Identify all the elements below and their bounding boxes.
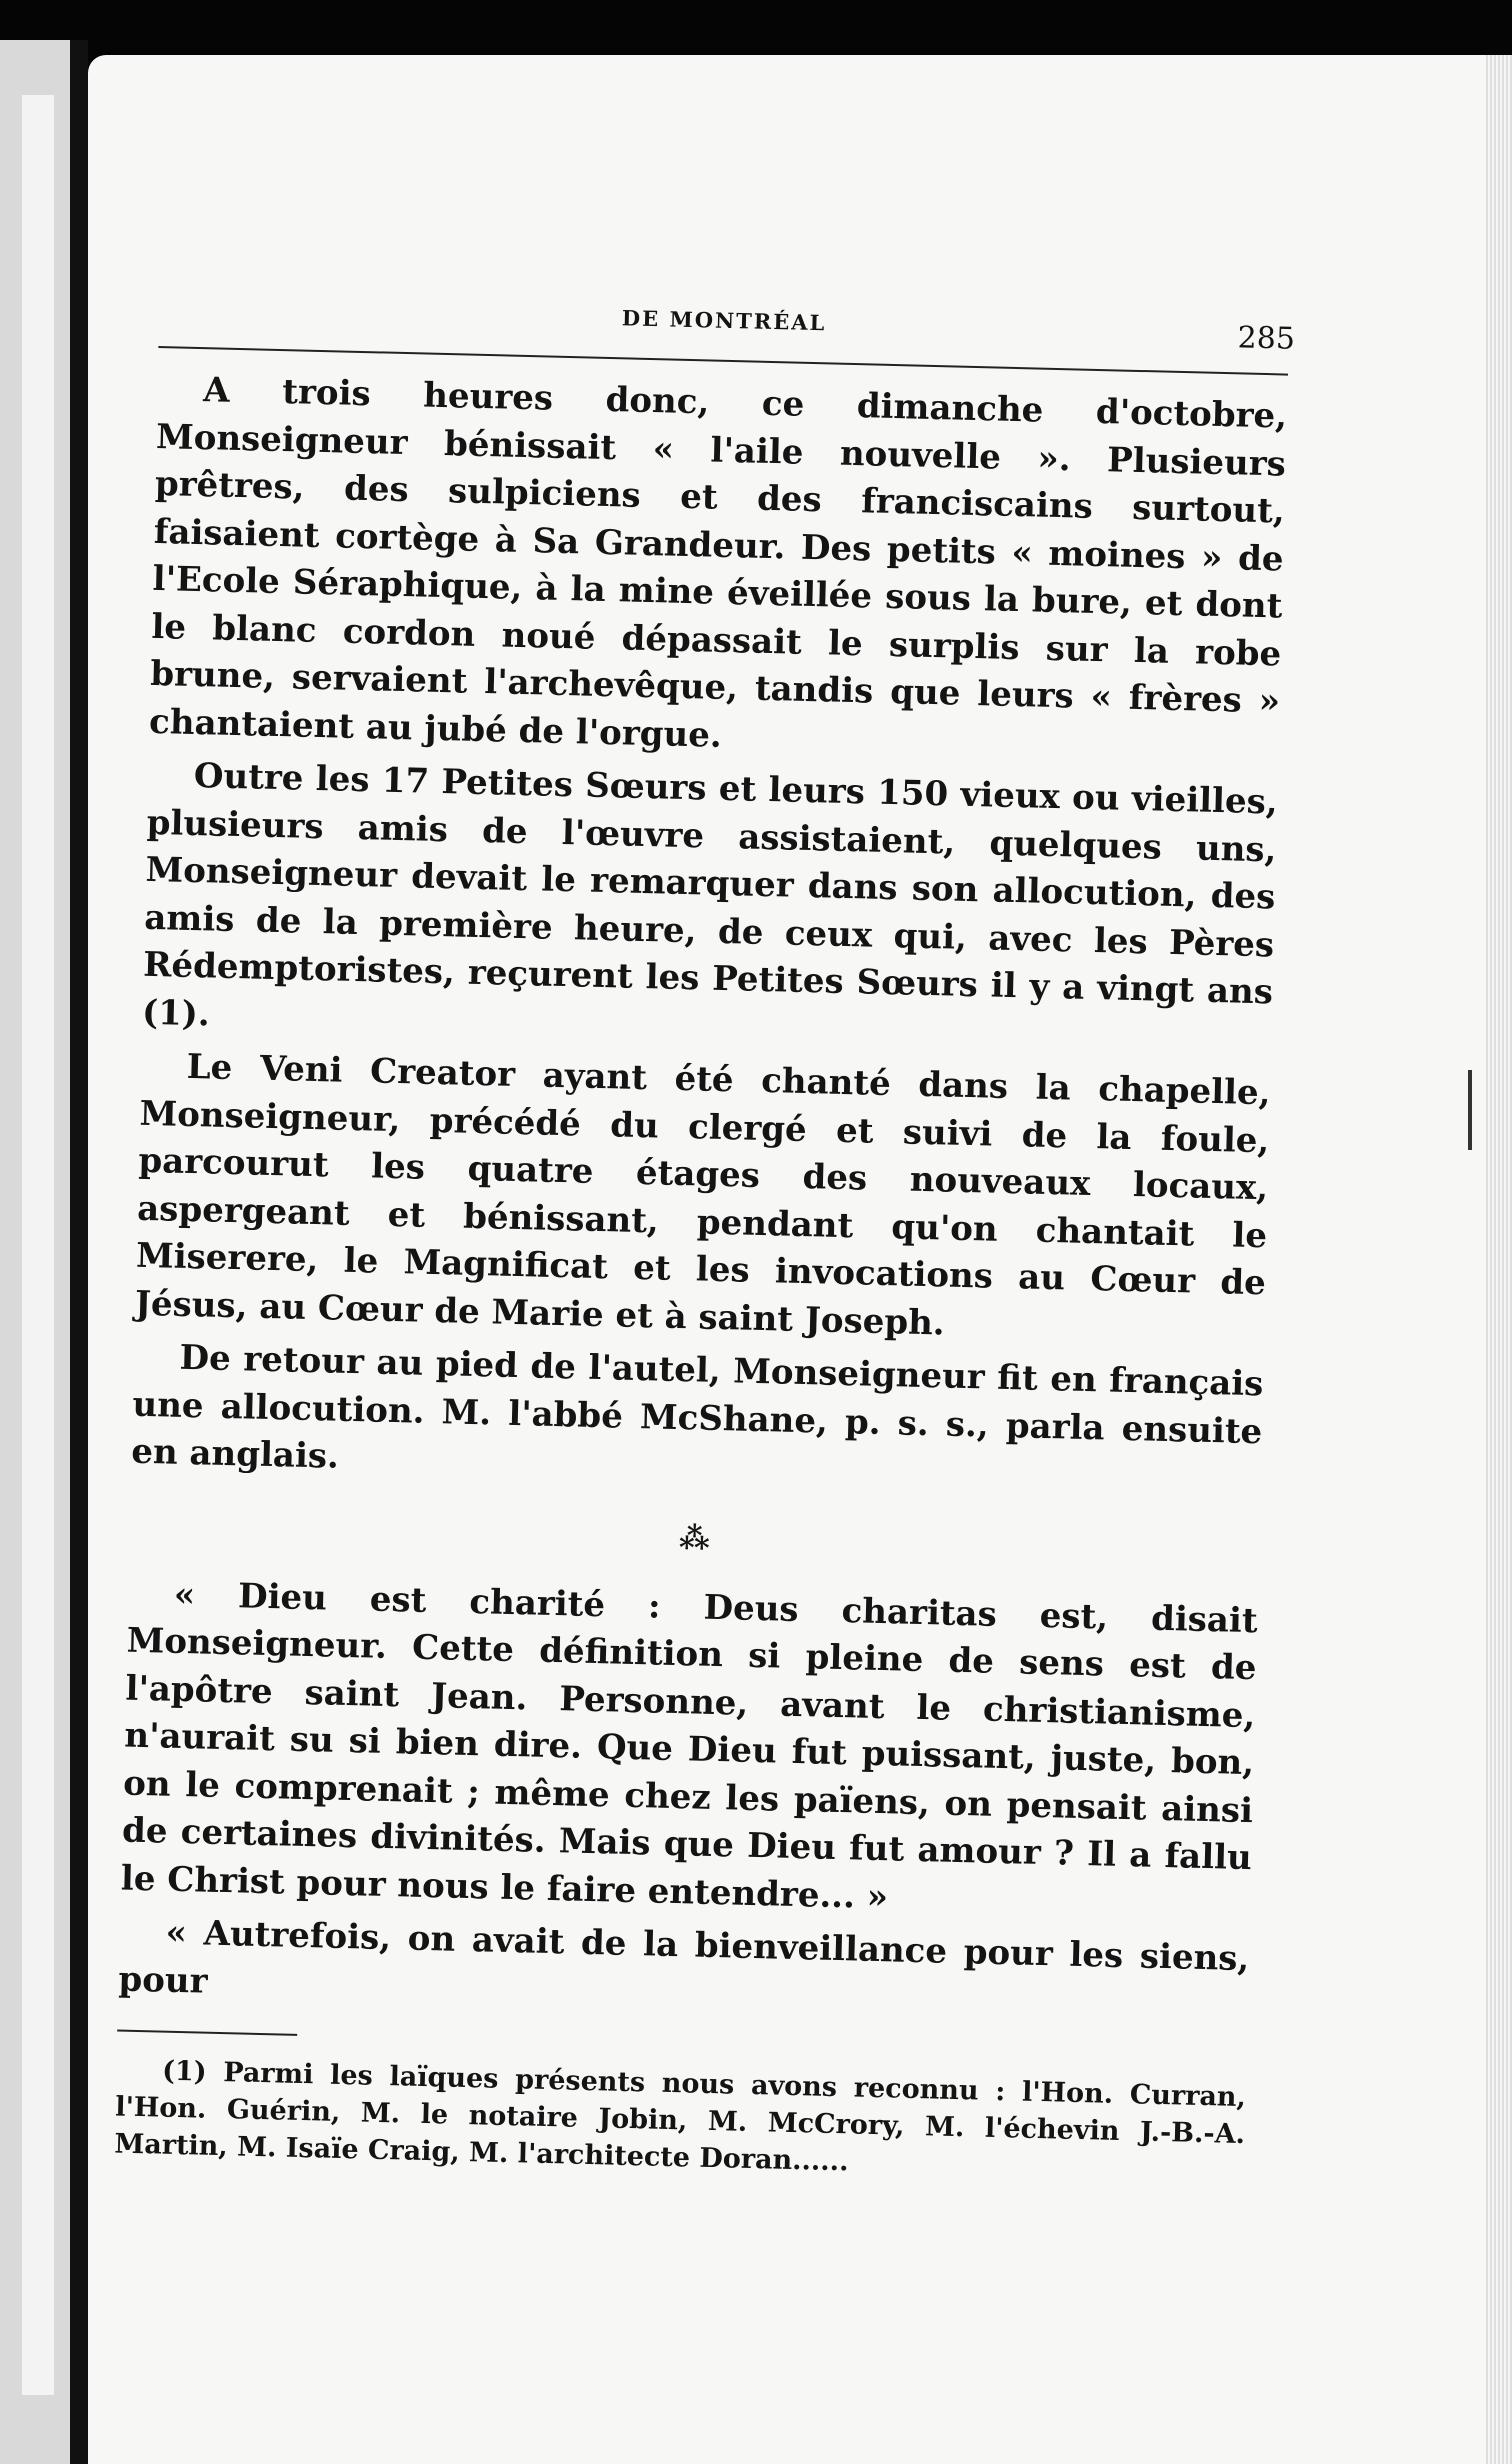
adjacent-page-strip [22, 95, 54, 2395]
paragraph: Le Veni Creator ayant été chanté dans la chapelle, Monseigneur, précédé du clergé et suivi de la foule, parcourut les quatre étages des nouveaux locaux, aspergeant et bénissant, pendant qu'on chantait le Miserere, le Magnificat et les invocations au Cœur de Jésus, au Cœur de Marie et à saint Joseph. [134, 1046, 1271, 1343]
footnote-rule [117, 2029, 297, 2035]
adjacent-page-edge [0, 40, 70, 2464]
paragraph: Outre les 17 Petites Sœurs et leurs 150 vieux ou vieilles, plusieurs amis de l'œuvre assistaient, quelques uns, Monseigneur devait le remarquer dans son allocution, des amis de la première heure, de ceux qui, avec les Pères Rédemptoristes, reçurent les Petites Sœurs il y a vingt ans (1). [141, 755, 1279, 1034]
running-head: DE MONTRÉAL [621, 305, 827, 336]
paragraph: « Dieu est charité : Deus charitas est, disait Monseigneur. Cette définition si pleine de sens est de l'apôtre saint Jean. Personne, avant le christianisme, n'aurait su si bien dire. Que Dieu fut puissant, juste, bon, on le comprenait ; même chez les païens, on pensait ainsi de certaines divinités. Mais que Dieu fut amour ? Il a fallu le Christ pour nous le faire entendre... » [120, 1574, 1259, 1917]
footnote: (1) Parmi les laïques présents nous avons reconnu : l'Hon. Curran, l'Hon. Guérin, M. le notaire Jobin, M. McCrory, M. l'échevin J.-B.-A. Martin, M. Isaïe Craig, M. l'architecte Doran...... [114, 2055, 1247, 2178]
paragraph: A trois heures donc, ce dimanche d'octobre, Monseigneur bénissait « l'aile nouvelle ». Plusieurs prêtres, des sulpiciens et des franciscains surtout, faisaient cortège à Sa Grandeur. Des petits « moines » de l'Ecole Séraphique, à la mine éveillée sous la bure, et dont le blanc cordon noué dépassait le surplis sur la robe brune, servaient l'archevêque, tandis que leurs « frères » chantaient au jubé de l'orgue. [148, 370, 1288, 756]
paragraph: De retour au pied de l'autel, Monseigneur fit en français une allocution. M. l'abbé McShane, p. s. s., parla ensuite en anglais. [130, 1337, 1264, 1477]
page-number: 285 [1237, 320, 1296, 357]
book-gutter [70, 40, 88, 2464]
body-text [118, 366, 1288, 2031]
margin-mark [1468, 1070, 1472, 1150]
page-stack-edge [1486, 55, 1512, 2464]
section-separator: ⁂ [678, 1520, 711, 1557]
page-content [114, 280, 1296, 2190]
paragraph: « Autrefois, on avait de la bienveillance pour les siens, pour [117, 1912, 1250, 2002]
